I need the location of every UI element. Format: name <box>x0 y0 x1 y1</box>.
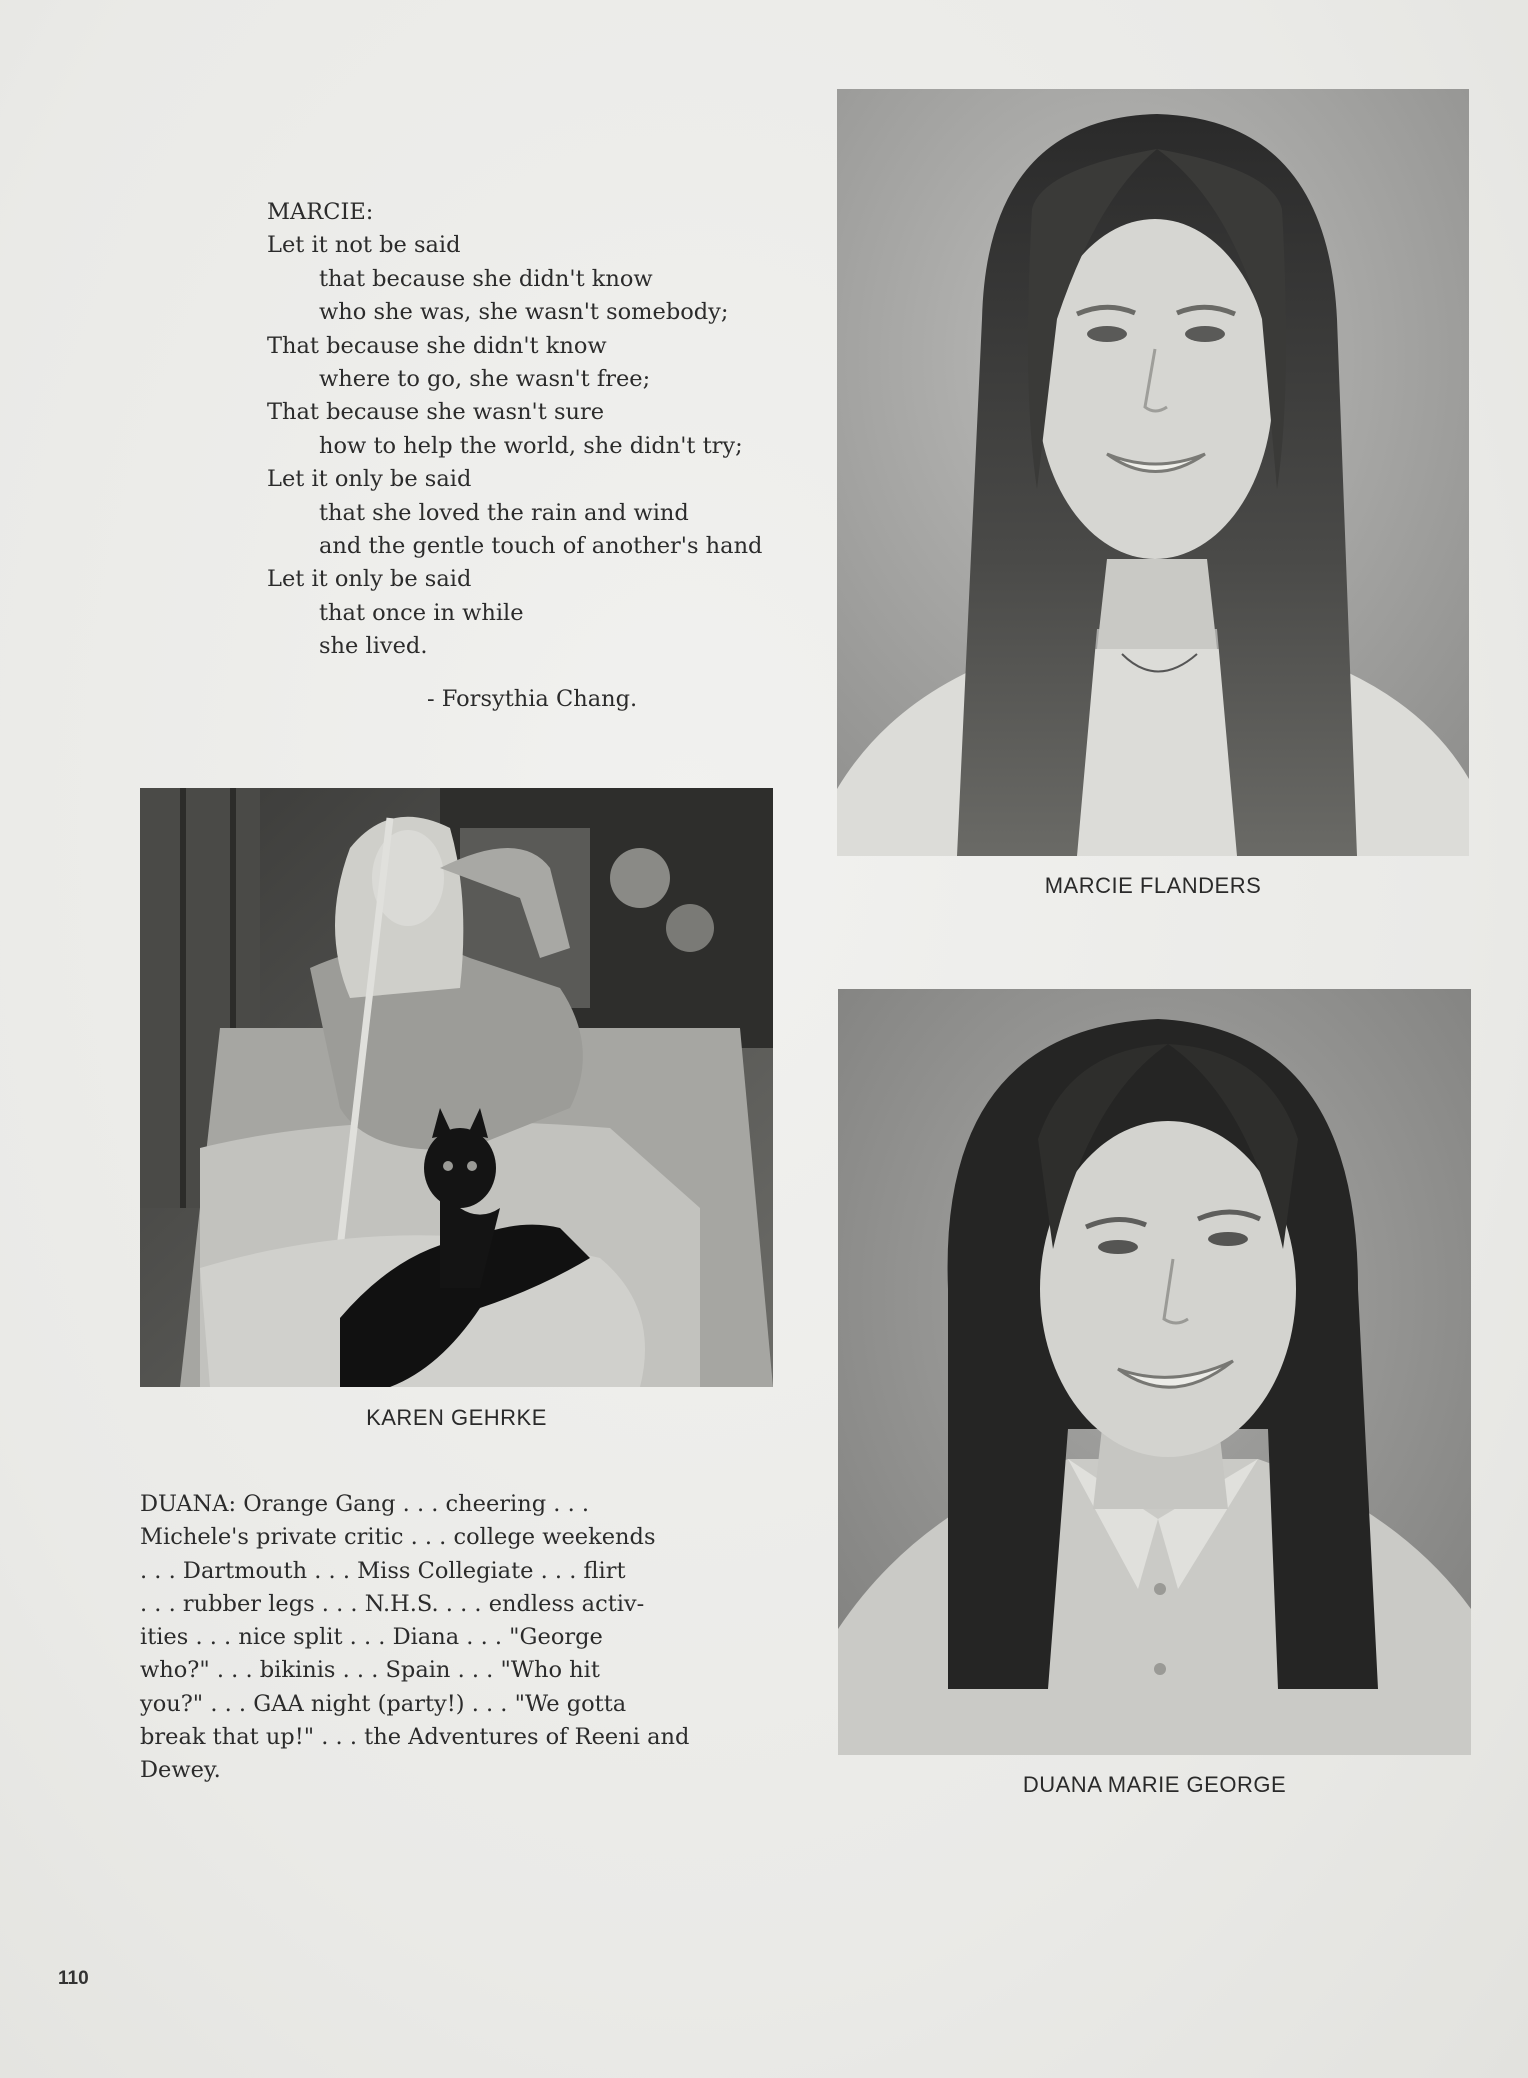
poem-lines <box>267 229 807 663</box>
duana-text-line: . . . Dartmouth . . . Miss Collegiate . . . flirt <box>140 1557 626 1584</box>
marcie-caption: MARCIE FLANDERS <box>1044 873 1262 898</box>
page-number: 110 <box>58 1968 89 1989</box>
poem-heading: MARCIE: <box>267 199 374 225</box>
poem-line: Let it only be said <box>267 566 472 593</box>
duana-text-line: DUANA: Orange Gang . . . cheering . . . <box>140 1491 590 1517</box>
duana-text-line: break that up!" . . . the Adventures of Reeni and <box>140 1724 690 1751</box>
marcie-portrait-photo <box>837 89 1469 856</box>
duana-text-line: Michele's private critic . . . college weekends <box>140 1524 656 1551</box>
duana-text-line: who?" . . . bikinis . . . Spain . . . "Who hit <box>140 1657 600 1684</box>
karen-candid-photo <box>140 788 773 1387</box>
duana-description <box>140 1488 780 1788</box>
karen-caption: KAREN GEHRKE <box>366 1405 547 1430</box>
poem-line: that once in while <box>319 599 524 626</box>
poem-line: Let it only be said <box>267 466 472 493</box>
duana-portrait-photo <box>838 989 1471 1755</box>
duana-text-line: ities . . . nice split . . . Diana . . . "George <box>140 1624 603 1651</box>
poem-line: That because she wasn't sure <box>267 399 605 426</box>
poem-line: who she was, she wasn't somebody; <box>319 299 729 326</box>
poem-line: that she loved the rain and wind <box>319 499 689 526</box>
marcie-poem <box>267 196 807 716</box>
duana-caption: DUANA MARIE GEORGE <box>1022 1772 1287 1797</box>
duana-text-line: Dewey. <box>140 1757 221 1784</box>
poem-line: that because she didn't know <box>319 265 653 292</box>
poem-attribution: - Forsythia Chang. <box>427 685 638 712</box>
poem-line: Let it not be said <box>267 232 461 259</box>
poem-line: how to help the world, she didn't try; <box>319 432 743 459</box>
duana-text-line: . . . rubber legs . . . N.H.S. . . . endless activ- <box>140 1590 645 1617</box>
poem-line: she lived. <box>319 633 428 660</box>
duana-text-line: you?" . . . GAA night (party!) . . . "We gotta <box>140 1690 627 1717</box>
poem-line: where to go, she wasn't free; <box>319 366 651 393</box>
poem-line: and the gentle touch of another's hand <box>319 533 763 560</box>
poem-line: That because she didn't know <box>267 332 607 359</box>
